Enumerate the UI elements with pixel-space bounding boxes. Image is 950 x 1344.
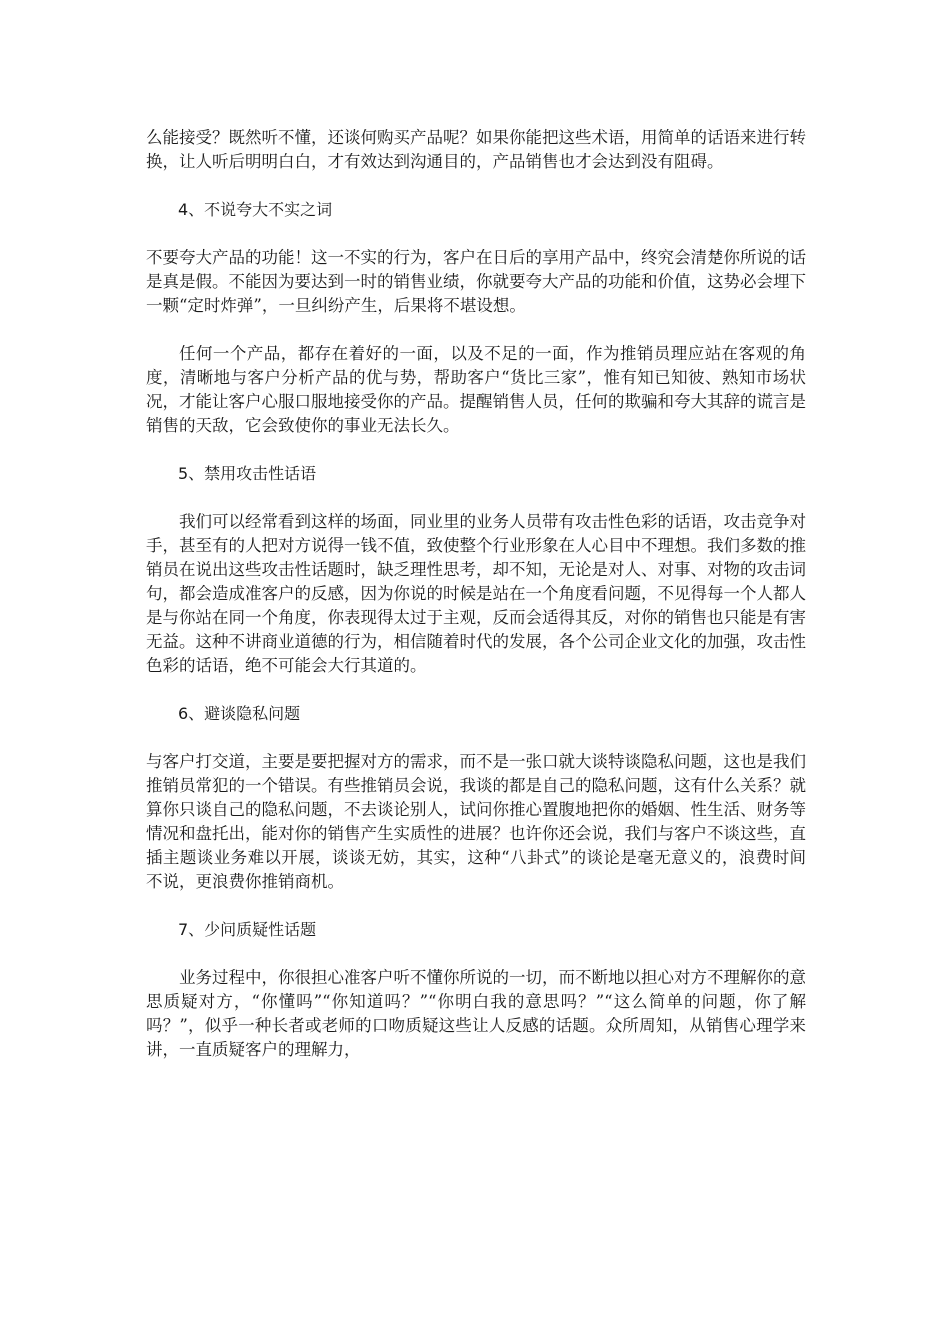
paragraph-section-5: 我们可以经常看到这样的场面，同业里的业务人员带有攻击性色彩的话语，攻击竞争对手，甚至有的人把对方说得一钱不值，致使整个行业形象在人心目中不理想。我们多数的推销员在说出这些攻击性话题时，缺乏理性思考，却不知，无论是对人、对事、对物的攻击词句，都会造成准客户的反感，因为你说的时候是站在一个角度看问题，不见得每一个人都人是与你站在同一个角度，你表现得太过于主观，反而会适得其反，对你的销售也只能是有害无益。这种不讲商业道德的行为，相信随着时代的发展，各个公司企业文化的加强，攻击性色彩的话语，绝不可能会大行其道的。: [146, 512, 806, 675]
paragraph-intro-continuation: 么能接受？既然听不懂，还谈何购买产品呢？如果你能把这些术语，用简单的话语来进行转换，让人听后明明白白，才有效达到沟通目的，产品销售也才会达到没有阻碍。: [146, 128, 806, 171]
paragraph-section-4-a: 不要夸大产品的功能！这一不实的行为，客户在日后的享用产品中，终究会清楚你所说的话是真是假。不能因为要达到一时的销售业绩，你就要夸大产品的功能和价值，这势必会埋下一颗“定时炸弹”，一旦纠纷产生，后果将不堪设想。: [146, 248, 806, 315]
section-heading-7: 7、少问质疑性话题: [178, 920, 317, 939]
section-heading-6: 6、避谈隐私问题: [178, 704, 301, 723]
paragraph-section-7: 业务过程中，你很担心准客户听不懂你所说的一切，而不断地以担心对方不理解你的意思质疑对方，“你懂吗”“你知道吗？”“你明白我的意思吗？”“这么简单的问题，你了解吗？”，似乎一种长者或老师的口吻质疑这些让人反感的话题。众所周知，从销售心理学来讲，一直质疑客户的理解力，: [146, 968, 806, 1059]
paragraph-section-4-b: 任何一个产品，都存在着好的一面，以及不足的一面，作为推销员理应站在客观的角度，清晰地与客户分析产品的优与势，帮助客户“货比三家”，惟有知已知彼、熟知市场状况，才能让客户心服口服地接受你的产品。提醒销售人员，任何的欺骗和夸大其辞的谎言是销售的天敌，它会致使你的事业无法长久。: [146, 344, 806, 435]
document-page: [146, 126, 806, 1086]
paragraph-section-6: 与客户打交道，主要是要把握对方的需求，而不是一张口就大谈特谈隐私问题，这也是我们推销员常犯的一个错误。有些推销员会说，我谈的都是自己的隐私问题，这有什么关系？就算你只谈自己的隐私问题，不去谈论别人，试问你推心置腹地把你的婚姻、性生活、财务等情况和盘托出，能对你的销售产生实质性的进展？也许你还会说，我们与客户不谈这些，直插主题谈业务难以开展，谈谈无妨，其实，这种“八卦式”的谈论是毫无意义的，浪费时间不说，更浪费你推销商机。: [146, 752, 806, 891]
section-heading-5: 5、禁用攻击性话语: [178, 464, 317, 483]
section-heading-4: 4、不说夸大不实之词: [178, 200, 333, 219]
